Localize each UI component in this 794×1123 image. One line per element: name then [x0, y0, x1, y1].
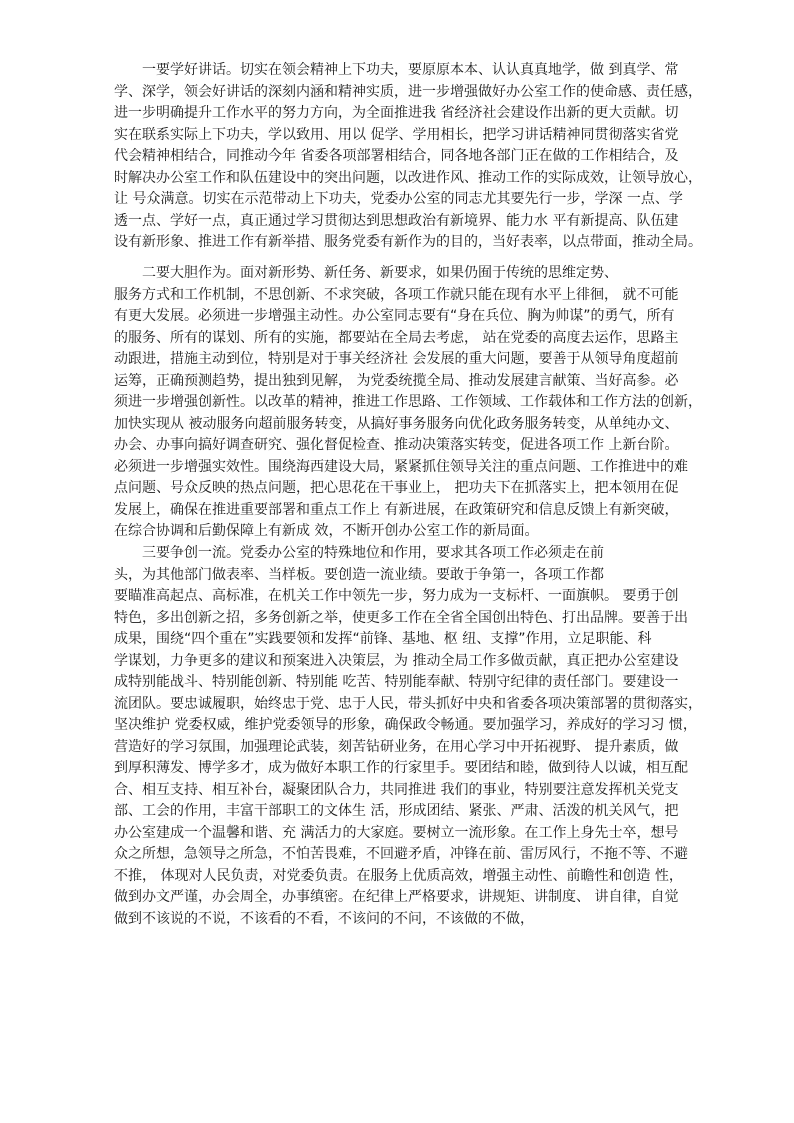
paragraph-line: 到厚积薄发、博学多才，成为做好本职工作的行家里手。要团结和睦，做到待人以诚，相互配 — [114, 760, 688, 776]
paragraph-line: 加快实现从 被动服务向超前服务转变，从搞好事务服务向优化政务服务转变，从单纯办文、 — [114, 415, 679, 432]
paragraph-line: 头，为其他部门做表率、当样板。要创造一流业绩。要敢于争第一，各项工作都 — [114, 566, 604, 583]
paragraph-line: 运筹，正确预测趋势，提出独到见解， 为党委统揽全局、推动发展建言献策、当好高参。必 — [114, 372, 679, 389]
paragraph-strive-first-class — [114, 543, 702, 930]
paragraph-line: 动跟进，措施主动到位，特别是对于事关经济社 会发展的重大问题，要善于从领导角度超前 — [114, 351, 679, 367]
paragraph-line: 的服务、所有的谋划、所有的实施，都要站在全局去考虑， 站在党委的高度去运作，思路主 — [114, 329, 679, 346]
paragraph-line: 必须进一步增强实效性。围绕海西建设大局，紧紧抓住领导关注的重点问题、工作推进中的难 — [114, 458, 688, 475]
paragraph-line: 有更大发展。必须进一步增强主动性。办公室同志要有“身在兵位、胸为帅谋”的勇气，所有 — [114, 308, 675, 324]
paragraph-line: 二要大胆作为。面对新形势、新任务、新要求，如果仍囿于传统的思维定势、 — [142, 265, 618, 281]
paragraph-line: 透一点、学好一点，真正通过学习贯彻达到思想政治有新境界、能力水 平有新提高、队伍建 — [114, 212, 679, 229]
paragraph-line: 一要学好讲话。切实在领会精神上下功夫，要原原本本、认认真真地学，做 到真学、常 — [142, 62, 679, 78]
paragraph-line: 成果，围绕“四个重在”实践要领和发挥“前锋、基地、枢 纽、支撑”作用，立足职能、科 — [114, 631, 652, 647]
paragraph-line: 学谋划，力争更多的建议和预案进入决策层，为 推动全局工作多做贡献，真正把办公室建设 — [114, 652, 679, 669]
paragraph-line: 点问题、号众反映的热点问题，把心思花在干事业上， 把功夫下在抓落实上，把本领用在促 — [114, 480, 679, 496]
paragraph-line: 让 号众满意。切实在示范带动上下功夫，党委办公室的同志尤其要先行一步，学深 一点、学 — [114, 191, 683, 207]
paragraph-bold-action — [114, 263, 702, 543]
paragraph-line: 部、工会的作用，丰富干部职工的文体生 活，形成团结、紧张、严肃、活泼的机关风气，把 — [114, 803, 679, 819]
paragraph-line: 成特别能战斗、特别能创新、特别能 吃苦、特别能奉献、特别守纪律的责任部门。要建设一 — [114, 674, 679, 690]
paragraph-line: 坚决维护 党委权威，维护党委领导的形象，确保政令畅通。要加强学习，养成好的学习习 惯， — [114, 717, 697, 733]
paragraph-line: 服务方式和工作机制，不思创新、不求突破，各项工作就只能在现有水平上徘徊， 就不可能 — [114, 286, 679, 303]
paragraph-line: 时解决办公室工作和队伍建设中的突出问题，以改进作风、推动工作的实际成效，让领导放心， — [114, 169, 702, 186]
paragraph-line: 设有新形象、推进工作有新举措、服务党委有新作为的目的，当好表率，以点带面，推动全局。 — [114, 234, 702, 250]
paragraph-line: 流团队。要忠诚履职，始终忠于党、忠于人民，带头抓好中央和省委各项决策部署的贯彻落实， — [114, 695, 702, 712]
paragraph-line: 要瞄准高起点、高标准，在机关工作中领先一步，努力成为一支标杆、一面旗帜。 要勇于创 — [114, 588, 679, 604]
paragraph-line: 代会精神相结合，同推动今年 省委各项部署相结合，同各地各部门正在做的工作相结合，及 — [114, 148, 679, 164]
paragraph-line: 学、深学，领会好讲话的深刻内涵和精神实质，进一步增强做好办公室工作的使命感、责任感， — [114, 83, 702, 100]
paragraph-line: 营造好的学习氛围，加强理论武装，刻苦钻研业务，在用心学习中开拓视野、 提升素质，做 — [114, 738, 679, 755]
paragraph-line: 须进一步增强创新性。以改革的精神，推进工作思路、工作领域、工作载体和工作方法的创新， — [114, 394, 702, 410]
paragraph-study-speech — [114, 60, 702, 254]
paragraph-line: 做到办文严谨，办会周全，办事缜密。在纪律上严格要求，讲规矩、讲制度、 讲自律，自觉 — [114, 889, 679, 905]
paragraph-line: 三要争创一流。党委办公室的特殊地位和作用，要求其各项工作必须走在前 — [142, 545, 604, 561]
paragraph-line: 办公室建成一个温馨和谐、充 满活力的大家庭。要树立一流形象。在工作上身先士卒，想号 — [114, 824, 679, 841]
paragraph-line: 实在联系实际上下功夫，学以致用、用以 促学、学用相长，把学习讲话精神同贯彻落实省党 — [114, 126, 679, 143]
paragraph-line: 众之所想，急领导之所急，不怕苦畏难，不回避矛盾，冲锋在前、雷厉风行，不拖不等、不避 — [114, 846, 688, 862]
paragraph-line: 办会、办事向搞好调查研究、强化督促检查、推动决策落实转变，促进各项工作 上新台阶。 — [114, 437, 679, 453]
paragraph-line: 不推， 体现对人民负责，对党委负责。在服务上优质高效，增强主动性、前瞻性和创造 性， — [114, 867, 683, 884]
paragraph-line: 做到不该说的不说，不该看的不看，不该问的不问，不该做的不做， — [114, 910, 534, 927]
paragraph-line: 在综合协调和后勤保障上有新成 效，不断开创办公室工作的新局面。 — [114, 523, 539, 539]
paragraph-line: 特色，多出创新之招，多务创新之举，使更多工作在全省全国创出特色、打出品牌。要善于出 — [114, 609, 688, 626]
paragraph-line: 发展上，确保在推进重要部署和重点工作上 有新进展，在政策研究和信息反馈上有新突破， — [114, 501, 679, 518]
paragraph-line: 进一步明确提升工作水平的努力方向，为全面推进我 省经济社会建设作出新的更大贡献。切 — [114, 105, 679, 121]
paragraph-line: 合、相互支持、相互补台，凝聚团队合力，共同推进 我们的事业，特别要注意发挥机关党支 — [114, 781, 679, 798]
